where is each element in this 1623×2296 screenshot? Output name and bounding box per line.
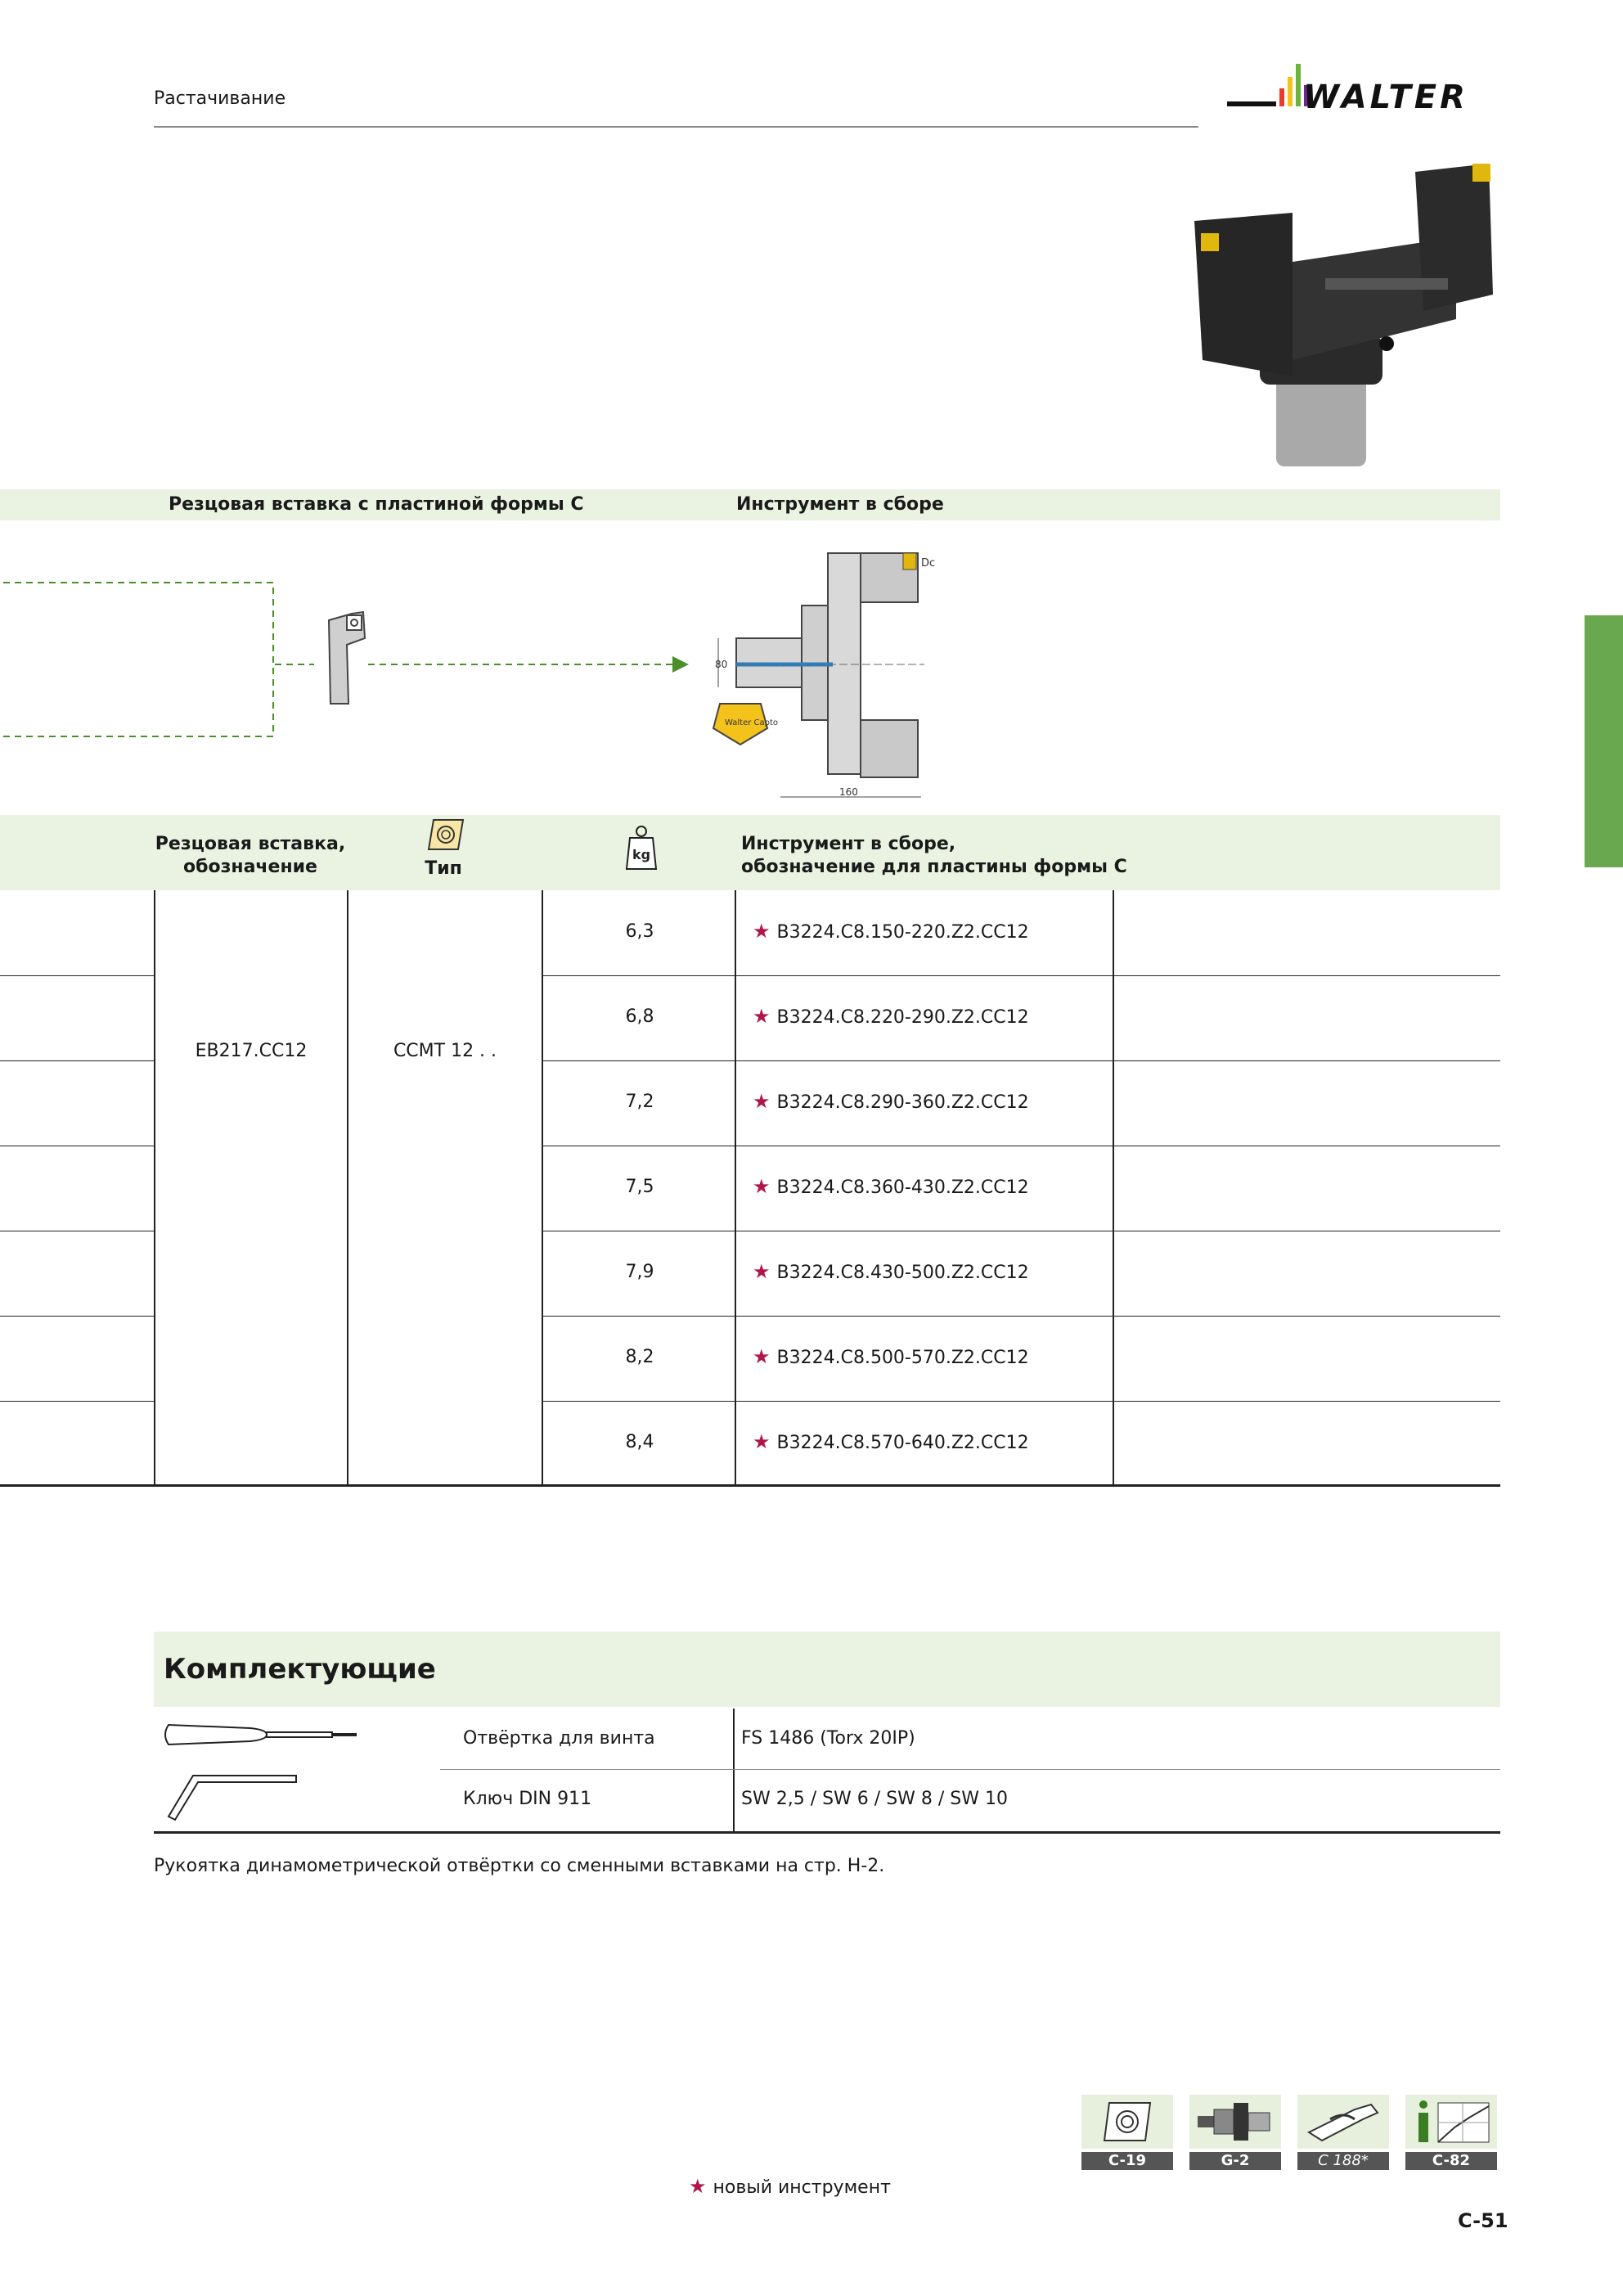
page-number: C-51 — [1458, 2209, 1508, 2232]
header-tool-line1: Инструмент в сборе, — [741, 834, 956, 854]
new-tool-star: ★ — [753, 1430, 771, 1453]
ref-adapter[interactable] — [1189, 2095, 1281, 2170]
table-bottom-rule — [0, 1484, 1500, 1487]
row-weight: 6,3 — [625, 921, 654, 942]
table-row — [753, 1090, 1029, 1113]
table-row — [753, 1175, 1029, 1198]
assembly-diagram-label: Инструмент в сборе — [736, 494, 944, 515]
new-tool-star: ★ — [753, 1175, 771, 1198]
row-weight: 7,5 — [625, 1177, 654, 1197]
wrench-icon — [1297, 2095, 1389, 2149]
header-insert-line1: Резцовая вставка, — [155, 834, 346, 854]
new-tool-star: ★ — [753, 1090, 771, 1113]
assembly-diagram — [0, 524, 982, 810]
row-weight: 8,4 — [625, 1432, 654, 1452]
section-title: Растачивание — [154, 88, 286, 109]
tool-code: B3224.C8.430-500.Z2.CC12 — [776, 1263, 1029, 1283]
tool-code: B3224.C8.150-220.Z2.CC12 — [776, 922, 1029, 943]
table-row — [753, 1430, 1029, 1453]
ref-label: C 188* — [1297, 2152, 1389, 2170]
accessory-name: Ключ DIN 911 — [463, 1789, 592, 1809]
accessory-name: Отвёртка для винта — [463, 1728, 655, 1749]
ref-insert[interactable] — [1081, 2095, 1173, 2170]
logo-text: WALTER — [1303, 79, 1468, 116]
tool-code: B3224.C8.360-430.Z2.CC12 — [776, 1177, 1029, 1198]
accessories-bottom-rule — [154, 1831, 1500, 1834]
accessory-value: FS 1486 (Torx 20IP) — [741, 1728, 915, 1749]
new-tool-star: ★ — [753, 1260, 771, 1283]
insert-shape-icon — [425, 817, 466, 853]
accessories-divider — [733, 1708, 735, 1831]
col-divider — [1113, 890, 1114, 1486]
product-table — [0, 890, 1500, 1488]
weight-icon — [625, 823, 658, 872]
new-tool-star: ★ — [753, 1005, 771, 1028]
screwdriver-icon — [160, 1718, 365, 1751]
dim-160: 160 — [839, 786, 858, 798]
new-tool-legend — [689, 2175, 891, 2198]
legend-text: новый инструмент — [713, 2177, 891, 2198]
tool-code: B3224.C8.290-360.Z2.CC12 — [776, 1092, 1029, 1113]
table-row — [753, 1005, 1029, 1028]
ref-info[interactable] — [1405, 2095, 1497, 2170]
adapter-icon — [1189, 2095, 1281, 2149]
row-weight: 7,9 — [625, 1262, 654, 1282]
tool-code: B3224.C8.220-290.Z2.CC12 — [776, 1007, 1029, 1028]
accessories-row-divider — [440, 1769, 1500, 1770]
dim-80: 80 — [715, 659, 728, 670]
tool-code: B3224.C8.500-570.Z2.CC12 — [776, 1348, 1029, 1368]
header-insert-line2: обозначение — [183, 857, 317, 877]
header-rule — [154, 126, 1198, 128]
insert-diagram-label: Резцовая вставка с пластиной формы C — [169, 494, 584, 515]
header-tool-designation — [741, 833, 1314, 879]
capto-logo-text: Walter Capto — [725, 718, 779, 727]
info-icon — [1405, 2095, 1497, 2149]
accessory-value: SW 2,5 / SW 6 / SW 8 / SW 10 — [741, 1789, 1009, 1809]
row-weight: 6,8 — [625, 1006, 654, 1027]
insert-icon — [1081, 2095, 1173, 2149]
cartridge-drawing — [329, 612, 365, 704]
svg-text:kg: kg — [632, 847, 651, 862]
legend-star-icon: ★ — [689, 2175, 707, 2198]
col-divider — [154, 890, 155, 1486]
row-weight: 8,2 — [625, 1347, 654, 1367]
accessories-title: Комплектующие — [164, 1653, 436, 1686]
header-tool-line2: обозначение для пластины формы C — [741, 857, 1127, 877]
new-tool-star: ★ — [753, 920, 771, 943]
col-divider — [347, 890, 348, 1486]
ref-label: C-19 — [1081, 2152, 1173, 2170]
table-row — [753, 920, 1029, 943]
row-weight: 7,2 — [625, 1092, 654, 1112]
product-photo — [1178, 155, 1505, 475]
table-row — [753, 1345, 1029, 1368]
tool-code: B3224.C8.570-640.Z2.CC12 — [776, 1433, 1029, 1453]
insert-designation-cell: EB217.CC12 — [195, 1041, 308, 1061]
new-tool-star: ★ — [753, 1345, 771, 1368]
ref-label: C-82 — [1405, 2152, 1497, 2170]
header-type: Тип — [425, 858, 462, 879]
dim-dc: Dc — [921, 557, 936, 569]
insert-type-cell: CCMT 12 . . — [393, 1041, 497, 1061]
accessories-note: Рукоятка динамометрической отвёртки со сменными вставками на стр. H-2. — [154, 1856, 885, 1876]
hex-key-icon — [160, 1767, 308, 1825]
assembly-drawing — [713, 553, 924, 797]
section-side-tab — [1585, 615, 1623, 867]
table-row — [753, 1260, 1029, 1283]
ref-wrench[interactable] — [1297, 2095, 1389, 2170]
header-insert-designation — [154, 833, 347, 879]
ref-label: G-2 — [1189, 2152, 1281, 2170]
